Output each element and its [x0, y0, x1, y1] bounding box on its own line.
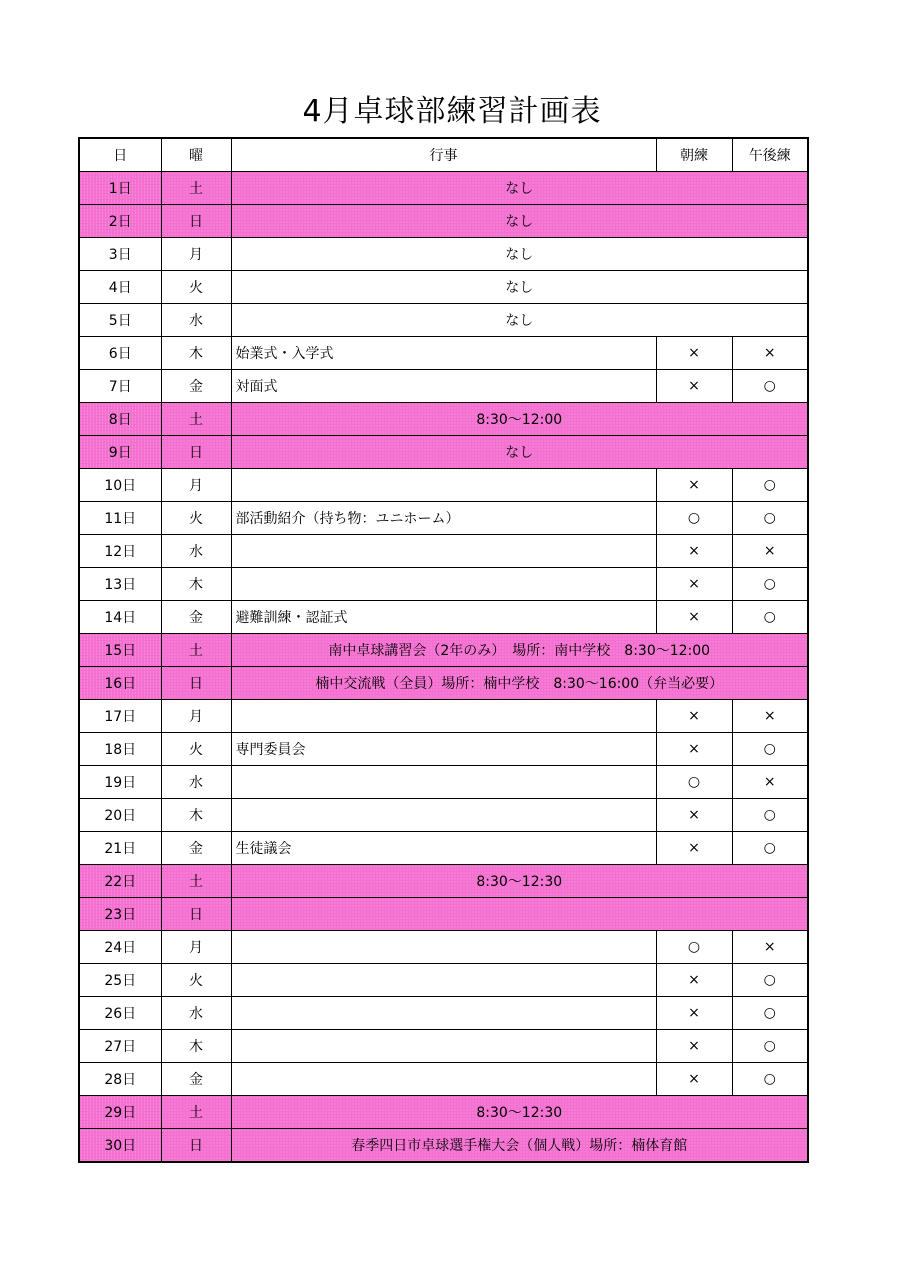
header-event: 行事 — [231, 138, 656, 172]
day-cell: 2日 — [79, 205, 161, 238]
event-cell: 楠中交流戦（全員）場所：楠中学校 8:30～16:00（弁当必要） — [231, 667, 808, 700]
table-row — [79, 931, 808, 964]
morning-cell: × — [656, 601, 732, 634]
event-cell — [231, 1030, 656, 1063]
event-cell: 避難訓練・認証式 — [231, 601, 656, 634]
table-row — [79, 1030, 808, 1063]
day-cell: 11日 — [79, 502, 161, 535]
afternoon-cell: ○ — [732, 997, 808, 1030]
header-day: 日 — [79, 138, 161, 172]
day-cell: 8日 — [79, 403, 161, 436]
event-cell: 部活動紹介（持ち物：ユニホーム） — [231, 502, 656, 535]
table-row — [79, 403, 808, 436]
table-row — [79, 436, 808, 469]
day-cell: 23日 — [79, 898, 161, 931]
morning-cell: × — [656, 469, 732, 502]
afternoon-cell: ○ — [732, 799, 808, 832]
weekday-cell: 木 — [161, 568, 231, 601]
table-row — [79, 271, 808, 304]
table-row — [79, 370, 808, 403]
event-cell: 8:30～12:00 — [231, 403, 808, 436]
day-cell: 16日 — [79, 667, 161, 700]
afternoon-cell: ○ — [732, 568, 808, 601]
afternoon-cell: ○ — [732, 502, 808, 535]
weekday-cell: 月 — [161, 238, 231, 271]
event-cell: 南中卓球講習会（2年のみ） 場所：南中学校 8:30～12:00 — [231, 634, 808, 667]
afternoon-cell: ○ — [732, 370, 808, 403]
schedule-table — [78, 137, 809, 1163]
weekday-cell: 水 — [161, 766, 231, 799]
day-cell: 22日 — [79, 865, 161, 898]
day-cell: 15日 — [79, 634, 161, 667]
table-row — [79, 964, 808, 997]
weekday-cell: 火 — [161, 502, 231, 535]
day-cell: 12日 — [79, 535, 161, 568]
table-row — [79, 304, 808, 337]
table-row — [79, 502, 808, 535]
table-row — [79, 1063, 808, 1096]
day-cell: 25日 — [79, 964, 161, 997]
morning-cell: × — [656, 1030, 732, 1063]
day-cell: 14日 — [79, 601, 161, 634]
afternoon-cell: × — [732, 766, 808, 799]
day-cell: 28日 — [79, 1063, 161, 1096]
afternoon-cell: × — [732, 931, 808, 964]
table-row — [79, 469, 808, 502]
morning-cell: × — [656, 337, 732, 370]
weekday-cell: 日 — [161, 667, 231, 700]
day-cell: 26日 — [79, 997, 161, 1030]
table-row — [79, 205, 808, 238]
weekday-cell: 水 — [161, 997, 231, 1030]
table-row — [79, 733, 808, 766]
morning-cell: × — [656, 370, 732, 403]
morning-cell: × — [656, 832, 732, 865]
table-row — [79, 766, 808, 799]
event-cell — [231, 997, 656, 1030]
weekday-cell: 土 — [161, 634, 231, 667]
afternoon-cell: ○ — [732, 1063, 808, 1096]
weekday-cell: 日 — [161, 436, 231, 469]
table-row — [79, 172, 808, 205]
day-cell: 5日 — [79, 304, 161, 337]
header-morning: 朝練 — [656, 138, 732, 172]
weekday-cell: 木 — [161, 337, 231, 370]
event-cell: 対面式 — [231, 370, 656, 403]
morning-cell: × — [656, 997, 732, 1030]
table-row — [79, 898, 808, 931]
morning-cell: × — [656, 733, 732, 766]
day-cell: 30日 — [79, 1129, 161, 1163]
table-row — [79, 700, 808, 733]
event-cell: なし — [231, 172, 808, 205]
afternoon-cell: × — [732, 535, 808, 568]
day-cell: 24日 — [79, 931, 161, 964]
table-row — [79, 337, 808, 370]
event-cell — [231, 964, 656, 997]
afternoon-cell: ○ — [732, 733, 808, 766]
schedule-body — [79, 172, 808, 1163]
event-cell — [231, 799, 656, 832]
weekday-cell: 水 — [161, 304, 231, 337]
weekday-cell: 木 — [161, 799, 231, 832]
event-cell: 始業式・入学式 — [231, 337, 656, 370]
day-cell: 13日 — [79, 568, 161, 601]
table-row — [79, 1096, 808, 1129]
day-cell: 1日 — [79, 172, 161, 205]
afternoon-cell: ○ — [732, 832, 808, 865]
event-cell — [231, 1063, 656, 1096]
morning-cell: ○ — [656, 766, 732, 799]
event-cell — [231, 898, 808, 931]
event-cell — [231, 766, 656, 799]
day-cell: 18日 — [79, 733, 161, 766]
morning-cell: ○ — [656, 502, 732, 535]
header-weekday: 曜 — [161, 138, 231, 172]
day-cell: 29日 — [79, 1096, 161, 1129]
header-row — [79, 138, 808, 172]
weekday-cell: 金 — [161, 1063, 231, 1096]
weekday-cell: 土 — [161, 1096, 231, 1129]
day-cell: 7日 — [79, 370, 161, 403]
event-cell — [231, 568, 656, 601]
morning-cell: × — [656, 568, 732, 601]
morning-cell: × — [656, 964, 732, 997]
afternoon-cell: ○ — [732, 964, 808, 997]
day-cell: 17日 — [79, 700, 161, 733]
morning-cell: × — [656, 799, 732, 832]
day-cell: 19日 — [79, 766, 161, 799]
table-row — [79, 799, 808, 832]
weekday-cell: 金 — [161, 370, 231, 403]
table-row — [79, 832, 808, 865]
weekday-cell: 火 — [161, 733, 231, 766]
day-cell: 27日 — [79, 1030, 161, 1063]
weekday-cell: 土 — [161, 172, 231, 205]
event-cell: 春季四日市卓球選手権大会（個人戦）場所：楠体育館 — [231, 1129, 808, 1163]
morning-cell: × — [656, 1063, 732, 1096]
afternoon-cell: ○ — [732, 1030, 808, 1063]
page-title: 4月卓球部練習計画表 — [302, 94, 602, 129]
afternoon-cell: ○ — [732, 469, 808, 502]
table-row — [79, 601, 808, 634]
day-cell: 21日 — [79, 832, 161, 865]
weekday-cell: 火 — [161, 271, 231, 304]
table-row — [79, 568, 808, 601]
event-cell — [231, 469, 656, 502]
weekday-cell: 月 — [161, 931, 231, 964]
event-cell: なし — [231, 271, 808, 304]
table-row — [79, 238, 808, 271]
weekday-cell: 日 — [161, 205, 231, 238]
weekday-cell: 火 — [161, 964, 231, 997]
event-cell: 生徒議会 — [231, 832, 656, 865]
event-cell: 8:30～12:30 — [231, 1096, 808, 1129]
afternoon-cell: ○ — [732, 601, 808, 634]
day-cell: 3日 — [79, 238, 161, 271]
day-cell: 6日 — [79, 337, 161, 370]
day-cell: 20日 — [79, 799, 161, 832]
day-cell: 9日 — [79, 436, 161, 469]
event-cell: 専門委員会 — [231, 733, 656, 766]
afternoon-cell: × — [732, 337, 808, 370]
event-cell: 8:30～12:30 — [231, 865, 808, 898]
table-row — [79, 667, 808, 700]
event-cell — [231, 535, 656, 568]
table-row — [79, 997, 808, 1030]
weekday-cell: 金 — [161, 832, 231, 865]
header-afternoon: 午後練 — [732, 138, 808, 172]
weekday-cell: 金 — [161, 601, 231, 634]
event-cell: なし — [231, 304, 808, 337]
weekday-cell: 水 — [161, 535, 231, 568]
table-row — [79, 634, 808, 667]
event-cell: なし — [231, 238, 808, 271]
event-cell: なし — [231, 436, 808, 469]
weekday-cell: 木 — [161, 1030, 231, 1063]
weekday-cell: 月 — [161, 469, 231, 502]
event-cell — [231, 700, 656, 733]
table-row — [79, 535, 808, 568]
event-cell — [231, 931, 656, 964]
day-cell: 4日 — [79, 271, 161, 304]
day-cell: 10日 — [79, 469, 161, 502]
morning-cell: × — [656, 700, 732, 733]
weekday-cell: 土 — [161, 865, 231, 898]
event-cell: なし — [231, 205, 808, 238]
weekday-cell: 日 — [161, 1129, 231, 1163]
morning-cell: ○ — [656, 931, 732, 964]
afternoon-cell: × — [732, 700, 808, 733]
weekday-cell: 月 — [161, 700, 231, 733]
weekday-cell: 土 — [161, 403, 231, 436]
table-row — [79, 1129, 808, 1163]
morning-cell: × — [656, 535, 732, 568]
weekday-cell: 日 — [161, 898, 231, 931]
table-row — [79, 865, 808, 898]
